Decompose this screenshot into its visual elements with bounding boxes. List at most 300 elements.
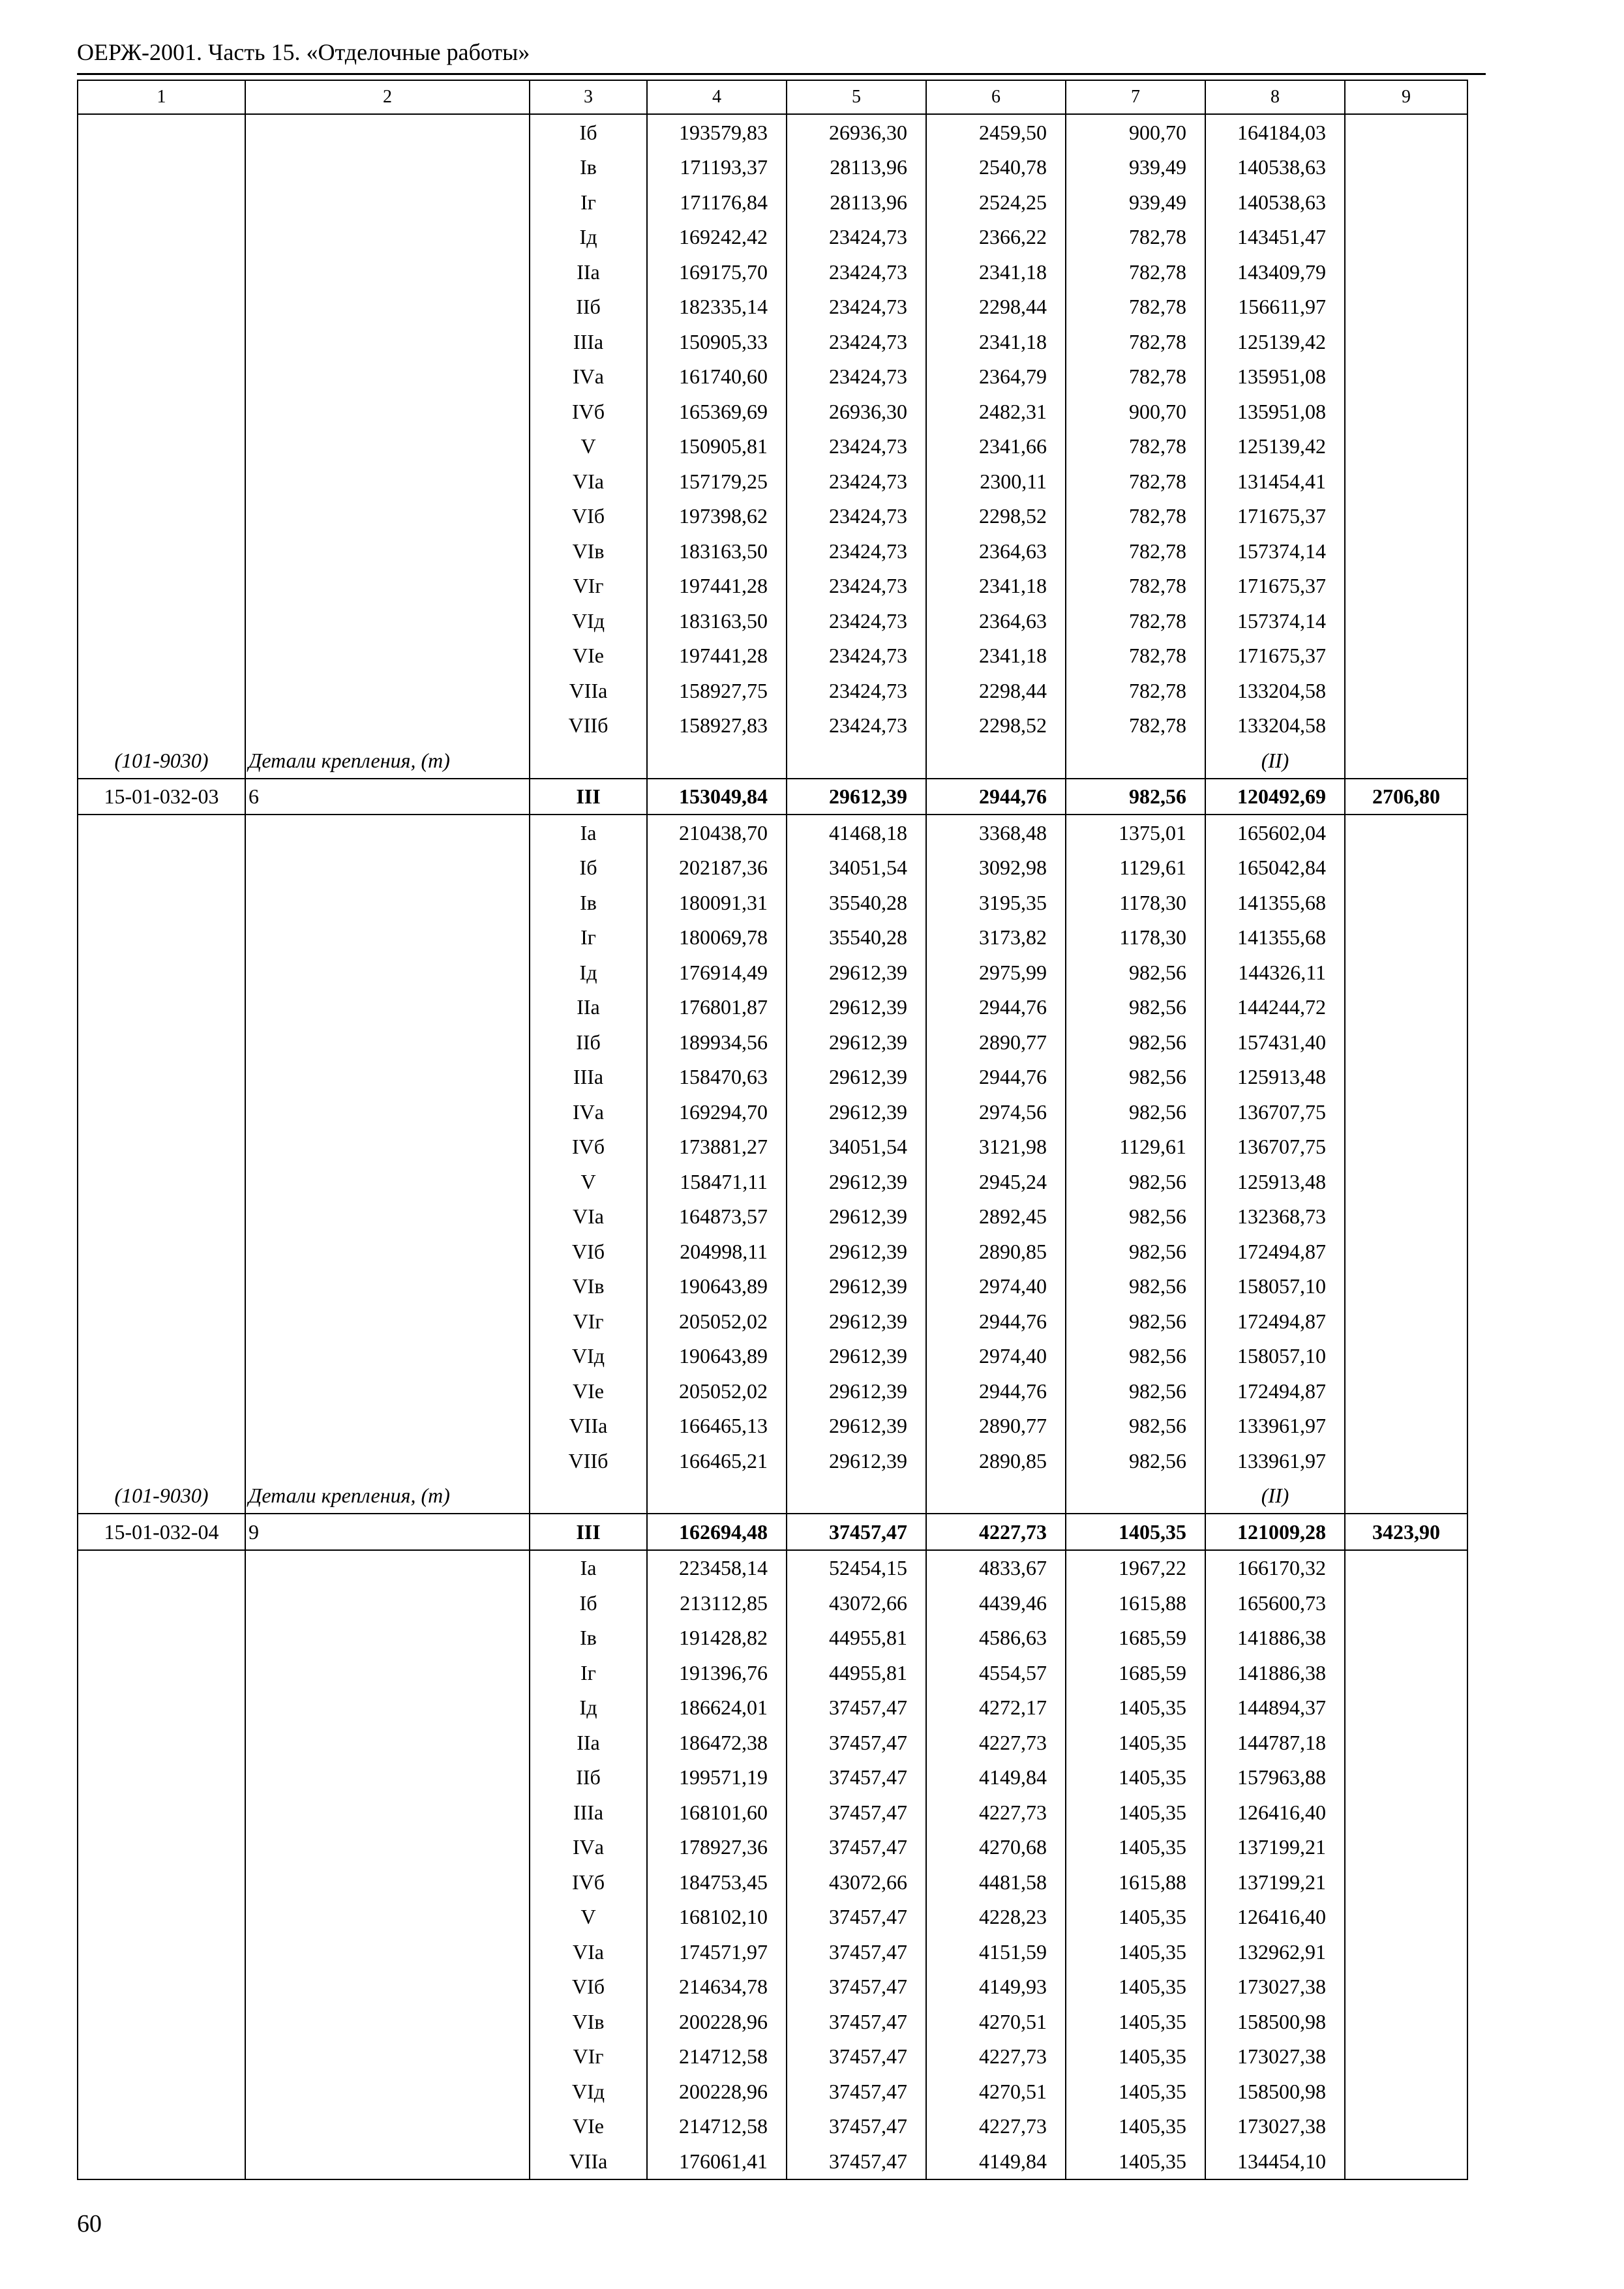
machinist-wages-cell: 1405,35 (1066, 2039, 1205, 2074)
table-row (78, 1234, 1467, 1269)
table-row (78, 150, 1467, 185)
machinist-wages-cell: 982,56 (1066, 1373, 1205, 1409)
table-row (78, 1900, 1467, 1935)
total-cost-cell: 176061,41 (647, 2144, 787, 2179)
total-cost-cell: 214712,58 (647, 2039, 787, 2074)
category-cell: IIа (530, 990, 647, 1025)
table-group-row (78, 1514, 1467, 1550)
materials-cell: 133961,97 (1205, 1409, 1345, 1444)
materials-cell: 137199,21 (1205, 1864, 1345, 1900)
machinist-wages-cell: 982,56 (1066, 1164, 1205, 1199)
content-cell (245, 1690, 530, 1726)
code-cell (78, 254, 245, 290)
wages-cell: 23424,73 (787, 499, 926, 534)
wages-cell: 29612,39 (787, 955, 926, 990)
machines-cell: 4439,46 (926, 1585, 1066, 1621)
table-row (78, 1060, 1467, 1095)
content-cell (245, 1339, 530, 1374)
category-cell: IVб (530, 1864, 647, 1900)
machines-cell: 2341,18 (926, 569, 1066, 604)
wages-cell: 29612,39 (787, 1443, 926, 1478)
machines-cell: 2298,52 (926, 708, 1066, 743)
labor-cell (1345, 2144, 1467, 2179)
content-cell (245, 324, 530, 359)
column-number: 6 (926, 80, 1066, 114)
wages-cell: 23424,73 (787, 603, 926, 638)
machinist-wages-cell: 782,78 (1066, 533, 1205, 569)
total-cost-cell: 191396,76 (647, 1655, 787, 1690)
table-note-row (78, 1478, 1467, 1514)
materials-cell: 140538,63 (1205, 185, 1345, 220)
content-cell (245, 1443, 530, 1478)
wages-cell: 23424,73 (787, 708, 926, 743)
category-cell: Iг (530, 920, 647, 955)
column-number: 1 (78, 80, 245, 114)
machinist-wages-cell (1066, 1478, 1205, 1514)
table-row (78, 1094, 1467, 1130)
category-cell: IIIа (530, 1795, 647, 1830)
machines-cell: 2974,56 (926, 1094, 1066, 1130)
labor-cell (1345, 673, 1467, 708)
total-cost-cell: 171193,37 (647, 150, 787, 185)
labor-cell (1345, 1550, 1467, 1586)
total-cost-cell: 183163,50 (647, 603, 787, 638)
code-cell (78, 185, 245, 220)
content-cell (245, 1060, 530, 1095)
total-cost-cell: 169242,42 (647, 220, 787, 255)
machines-cell (926, 1478, 1066, 1514)
content-cell (245, 1655, 530, 1690)
labor-cell (1345, 638, 1467, 674)
total-cost-cell: 193579,83 (647, 114, 787, 150)
labor-cell (1345, 2039, 1467, 2074)
total-cost-cell: 174571,97 (647, 1934, 787, 1969)
materials-cell: 133204,58 (1205, 708, 1345, 743)
table-row (78, 1760, 1467, 1795)
category-cell: IIб (530, 1025, 647, 1060)
category-cell: V (530, 1900, 647, 1935)
column-number: 7 (1066, 80, 1205, 114)
materials-cell: 165600,73 (1205, 1585, 1345, 1621)
category-cell: IIб (530, 290, 647, 325)
materials-cell: 173027,38 (1205, 1969, 1345, 2005)
code-cell (78, 1060, 245, 1095)
total-cost-cell: 171176,84 (647, 185, 787, 220)
total-cost-cell: 205052,02 (647, 1304, 787, 1339)
table-row (78, 324, 1467, 359)
wages-cell: 37457,47 (787, 2074, 926, 2109)
materials-cell: 135951,08 (1205, 394, 1345, 429)
wages-cell: 52454,15 (787, 1550, 926, 1586)
machines-cell: 4227,73 (926, 1514, 1066, 1550)
labor-cell (1345, 499, 1467, 534)
category-cell (530, 1478, 647, 1514)
code-cell (78, 708, 245, 743)
wages-cell: 29612,39 (787, 1094, 926, 1130)
code-cell (78, 673, 245, 708)
wages-cell (787, 743, 926, 779)
header-rule (77, 73, 1486, 75)
machines-cell: 2944,76 (926, 1373, 1066, 1409)
code-cell (78, 324, 245, 359)
table-group-row (78, 779, 1467, 815)
materials-cell: 125139,42 (1205, 429, 1345, 464)
wages-cell: 29612,39 (787, 1373, 926, 1409)
total-cost-cell: 158471,11 (647, 1164, 787, 1199)
content-cell (245, 1969, 530, 2005)
machines-cell: 2524,25 (926, 185, 1066, 220)
materials-cell: 144787,18 (1205, 1725, 1345, 1760)
table-row (78, 2039, 1467, 2074)
materials-cell: 171675,37 (1205, 638, 1345, 674)
wages-cell: 23424,73 (787, 359, 926, 395)
code-cell (78, 2074, 245, 2109)
code-cell (78, 220, 245, 255)
table-row (78, 1130, 1467, 1165)
total-cost-cell: 176801,87 (647, 990, 787, 1025)
machines-cell: 2890,85 (926, 1443, 1066, 1478)
labor-cell (1345, 955, 1467, 990)
wages-cell: 37457,47 (787, 1795, 926, 1830)
content-cell (245, 114, 530, 150)
total-cost-cell: 186472,38 (647, 1725, 787, 1760)
wages-cell: 37457,47 (787, 1725, 926, 1760)
wages-cell (787, 1478, 926, 1514)
labor-cell (1345, 1339, 1467, 1374)
total-cost-cell: 169294,70 (647, 1094, 787, 1130)
wages-cell: 29612,39 (787, 1199, 926, 1234)
total-cost-cell: 161740,60 (647, 359, 787, 395)
materials-cell: 120492,69 (1205, 779, 1345, 815)
table-row (78, 1304, 1467, 1339)
machines-cell: 2341,18 (926, 638, 1066, 674)
content-cell (245, 254, 530, 290)
machines-cell: 2341,18 (926, 324, 1066, 359)
table-row (78, 920, 1467, 955)
code-cell (78, 990, 245, 1025)
total-cost-cell: 202187,36 (647, 850, 787, 886)
machines-cell: 4270,51 (926, 2074, 1066, 2109)
code-cell (78, 1725, 245, 1760)
machinist-wages-cell: 782,78 (1066, 359, 1205, 395)
materials-cell: 140538,63 (1205, 150, 1345, 185)
total-cost-cell: 150905,81 (647, 429, 787, 464)
materials-cell: 157431,40 (1205, 1025, 1345, 1060)
page-number: 60 (77, 2210, 102, 2237)
total-cost-cell: 190643,89 (647, 1339, 787, 1374)
column-number: 5 (787, 80, 926, 114)
category-cell: VIе (530, 1373, 647, 1409)
code-cell (78, 638, 245, 674)
materials-cell: 172494,87 (1205, 1234, 1345, 1269)
labor-cell (1345, 1795, 1467, 1830)
machinist-wages-cell: 1405,35 (1066, 2109, 1205, 2144)
code-cell (78, 464, 245, 499)
machinist-wages-cell: 782,78 (1066, 254, 1205, 290)
machines-cell: 3092,98 (926, 850, 1066, 886)
category-cell: VIб (530, 1969, 647, 2005)
machinist-wages-cell: 1685,59 (1066, 1621, 1205, 1656)
machinist-wages-cell: 1685,59 (1066, 1655, 1205, 1690)
category-cell: Iг (530, 1655, 647, 1690)
table-row (78, 429, 1467, 464)
category-cell: VIд (530, 2074, 647, 2109)
content-cell (245, 2144, 530, 2179)
machinist-wages-cell: 1615,88 (1066, 1585, 1205, 1621)
materials-cell: 141355,68 (1205, 885, 1345, 920)
wages-cell: 37457,47 (787, 1830, 926, 1865)
content-cell: 6 (245, 779, 530, 815)
table-row (78, 885, 1467, 920)
labor-cell (1345, 290, 1467, 325)
labor-cell (1345, 324, 1467, 359)
table-row (78, 220, 1467, 255)
total-cost-cell: 186624,01 (647, 1690, 787, 1726)
machinist-wages-cell: 1405,35 (1066, 1795, 1205, 1830)
code-cell (78, 394, 245, 429)
materials-cell: 143409,79 (1205, 254, 1345, 290)
total-cost-cell: 158470,63 (647, 1060, 787, 1095)
total-cost-cell: 200228,96 (647, 2074, 787, 2109)
machines-cell: 2974,40 (926, 1339, 1066, 1374)
materials-cell: 173027,38 (1205, 2109, 1345, 2144)
materials-cell: 136707,75 (1205, 1130, 1345, 1165)
code-cell (78, 1339, 245, 1374)
materials-cell: 125913,48 (1205, 1164, 1345, 1199)
code-cell (78, 1234, 245, 1269)
table-row (78, 290, 1467, 325)
code-cell (78, 1199, 245, 1234)
labor-cell (1345, 708, 1467, 743)
machinist-wages-cell: 900,70 (1066, 394, 1205, 429)
table-row (78, 1934, 1467, 1969)
machines-cell: 3368,48 (926, 815, 1066, 850)
total-cost-cell: 199571,19 (647, 1760, 787, 1795)
wages-cell: 23424,73 (787, 324, 926, 359)
machinist-wages-cell: 782,78 (1066, 290, 1205, 325)
total-cost-cell: 189934,56 (647, 1025, 787, 1060)
total-cost-cell: 168102,10 (647, 1900, 787, 1935)
table-row (78, 1690, 1467, 1726)
content-cell (245, 1795, 530, 1830)
content-cell (245, 1725, 530, 1760)
wages-cell: 34051,54 (787, 1130, 926, 1165)
column-number: 4 (647, 80, 787, 114)
labor-cell (1345, 743, 1467, 779)
table-row (78, 2109, 1467, 2144)
category-cell: Iа (530, 815, 647, 850)
category-cell: V (530, 1164, 647, 1199)
labor-cell (1345, 1760, 1467, 1795)
machines-cell: 2890,77 (926, 1025, 1066, 1060)
code-cell (78, 1795, 245, 1830)
machines-cell: 2890,77 (926, 1409, 1066, 1444)
content-cell (245, 533, 530, 569)
category-cell: Iв (530, 1621, 647, 1656)
labor-cell (1345, 429, 1467, 464)
labor-cell (1345, 254, 1467, 290)
wages-cell: 23424,73 (787, 220, 926, 255)
machines-cell: 4149,84 (926, 1760, 1066, 1795)
total-cost-cell: 166465,21 (647, 1443, 787, 1478)
machines-cell: 2364,63 (926, 603, 1066, 638)
machinist-wages-cell: 782,78 (1066, 569, 1205, 604)
category-cell: VIа (530, 1934, 647, 1969)
machinist-wages-cell: 982,56 (1066, 1094, 1205, 1130)
total-cost-cell: 210438,70 (647, 815, 787, 850)
labor-cell (1345, 1864, 1467, 1900)
category-cell: VIд (530, 603, 647, 638)
materials-cell: 165042,84 (1205, 850, 1345, 886)
code-cell (78, 885, 245, 920)
code-cell (78, 1130, 245, 1165)
machines-cell: 2974,40 (926, 1269, 1066, 1304)
wages-cell: 23424,73 (787, 533, 926, 569)
labor-cell (1345, 1234, 1467, 1269)
materials-cell: 172494,87 (1205, 1304, 1345, 1339)
content-cell (245, 1269, 530, 1304)
machinist-wages-cell: 1178,30 (1066, 920, 1205, 955)
content-cell (245, 2004, 530, 2039)
content-cell (245, 1025, 530, 1060)
materials-cell: 157963,88 (1205, 1760, 1345, 1795)
machinist-wages-cell: 1615,88 (1066, 1864, 1205, 1900)
materials-cell: 134454,10 (1205, 2144, 1345, 2179)
category-cell: IIб (530, 1760, 647, 1795)
machines-cell: 4227,73 (926, 1725, 1066, 1760)
labor-cell (1345, 1900, 1467, 1935)
total-cost-cell: 166465,13 (647, 1409, 787, 1444)
content-cell (245, 1409, 530, 1444)
content-cell (245, 2074, 530, 2109)
wages-cell: 44955,81 (787, 1655, 926, 1690)
category-cell: Iв (530, 150, 647, 185)
total-cost-cell: 184753,45 (647, 1864, 787, 1900)
code-cell (78, 114, 245, 150)
total-cost-cell (647, 1478, 787, 1514)
table-row (78, 1864, 1467, 1900)
machines-cell: 3195,35 (926, 885, 1066, 920)
total-cost-cell: 205052,02 (647, 1373, 787, 1409)
total-cost-cell: 183163,50 (647, 533, 787, 569)
labor-cell (1345, 114, 1467, 150)
category-cell: IIIа (530, 1060, 647, 1095)
wages-cell: 29612,39 (787, 1234, 926, 1269)
category-cell (530, 743, 647, 779)
content-cell (245, 603, 530, 638)
machinist-wages-cell: 1967,22 (1066, 1550, 1205, 1586)
code-cell (78, 850, 245, 886)
content-cell (245, 1304, 530, 1339)
category-cell: VIг (530, 2039, 647, 2074)
wages-cell: 23424,73 (787, 569, 926, 604)
materials-cell: 173027,38 (1205, 2039, 1345, 2074)
category-cell: IIIа (530, 324, 647, 359)
machines-cell: 4270,51 (926, 2004, 1066, 2039)
machinist-wages-cell: 982,56 (1066, 779, 1205, 815)
content-cell (245, 499, 530, 534)
wages-cell: 26936,30 (787, 394, 926, 429)
total-cost-cell: 197398,62 (647, 499, 787, 534)
machines-cell: 4149,93 (926, 1969, 1066, 2005)
machinist-wages-cell: 982,56 (1066, 1060, 1205, 1095)
wages-cell: 29612,39 (787, 1164, 926, 1199)
machines-cell: 4586,63 (926, 1621, 1066, 1656)
code-cell (78, 150, 245, 185)
content-cell (245, 990, 530, 1025)
table-row (78, 1725, 1467, 1760)
labor-cell (1345, 1690, 1467, 1726)
total-cost-cell: 190643,89 (647, 1269, 787, 1304)
category-cell: VIб (530, 1234, 647, 1269)
code-cell (78, 1094, 245, 1130)
table-row (78, 359, 1467, 395)
code-cell (78, 1621, 245, 1656)
labor-cell (1345, 1025, 1467, 1060)
machines-cell: 2540,78 (926, 150, 1066, 185)
category-cell: IVб (530, 394, 647, 429)
machines-cell: 2366,22 (926, 220, 1066, 255)
content-cell (245, 1130, 530, 1165)
code-cell (78, 2004, 245, 2039)
code-cell (78, 1550, 245, 1586)
code-cell (78, 1585, 245, 1621)
materials-cell: 131454,41 (1205, 464, 1345, 499)
labor-cell (1345, 815, 1467, 850)
labor-cell (1345, 2004, 1467, 2039)
table-row (78, 1199, 1467, 1234)
wages-cell: 29612,39 (787, 1339, 926, 1374)
wages-cell: 41468,18 (787, 815, 926, 850)
table-row (78, 2144, 1467, 2179)
content-cell (245, 708, 530, 743)
machinist-wages-cell: 982,56 (1066, 1409, 1205, 1444)
table-body (78, 114, 1467, 2179)
machines-cell: 3121,98 (926, 1130, 1066, 1165)
wages-cell: 43072,66 (787, 1864, 926, 1900)
materials-cell: 158500,98 (1205, 2004, 1345, 2039)
running-header: ОЕРЖ-2001. Часть 15. «Отделочные работы» (77, 39, 530, 65)
materials-cell: 133961,97 (1205, 1443, 1345, 1478)
category-cell: Iв (530, 885, 647, 920)
content-cell (245, 1550, 530, 1586)
wages-cell: 29612,39 (787, 779, 926, 815)
machinist-wages-cell: 1178,30 (1066, 885, 1205, 920)
category-cell: Iд (530, 955, 647, 990)
code-cell: (101-9030) (78, 1478, 245, 1514)
machinist-wages-cell: 1405,35 (1066, 2004, 1205, 2039)
materials-cell: 157374,14 (1205, 533, 1345, 569)
machines-cell: 2945,24 (926, 1164, 1066, 1199)
machinist-wages-cell: 982,56 (1066, 1304, 1205, 1339)
materials-cell: 126416,40 (1205, 1795, 1345, 1830)
table-row (78, 955, 1467, 990)
machines-cell: 4151,59 (926, 1934, 1066, 1969)
code-cell (78, 955, 245, 990)
machines-cell: 2459,50 (926, 114, 1066, 150)
machinist-wages-cell: 1405,35 (1066, 1900, 1205, 1935)
table-row (78, 2004, 1467, 2039)
total-cost-cell: 213112,85 (647, 1585, 787, 1621)
total-cost-cell: 158927,83 (647, 708, 787, 743)
labor-cell (1345, 185, 1467, 220)
code-cell (78, 1760, 245, 1795)
machines-cell: 4272,17 (926, 1690, 1066, 1726)
content-cell (245, 885, 530, 920)
table-row (78, 1164, 1467, 1199)
materials-cell: 157374,14 (1205, 603, 1345, 638)
machines-cell: 4270,68 (926, 1830, 1066, 1865)
